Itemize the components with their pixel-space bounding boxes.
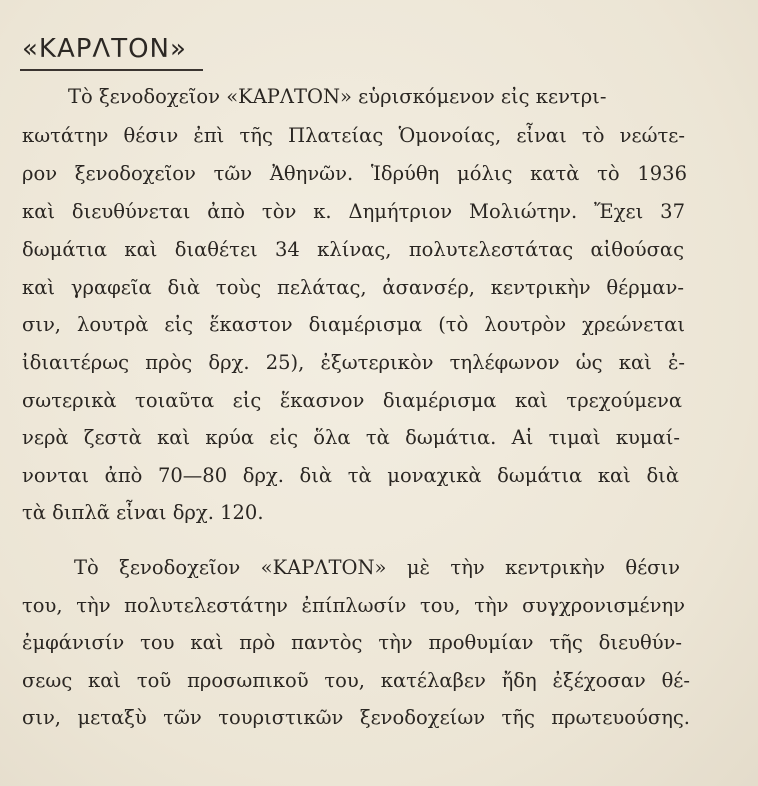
title-underline <box>20 69 203 71</box>
text-line: ρον ξενοδοχεῖον τῶν Ἀθηνῶν. Ἱδρύθη μόλις κατὰ τὸ 1936 <box>22 162 687 185</box>
text-line: Τὸ ξενοδοχεῖον «ΚΑΡΛΤΟΝ» εὑρισκόμενον εἰς κεντρι- <box>68 85 607 108</box>
text-line: νερὰ ζεστὰ καὶ κρύα εἰς ὅλα τὰ δωμάτια. Αἱ τιμαὶ κυμαί- <box>22 426 680 449</box>
text-line: κωτάτην θέσιν ἐπὶ τῆς Πλατείας Ὁμονοίας, εἶναι τὸ νεώτε- <box>22 124 685 147</box>
text-line: δωμάτια καὶ διαθέτει 34 κλίνας, πολυτελεστάτας αἰθούσας <box>22 238 684 261</box>
text-line: σεως καὶ τοῦ προσωπικοῦ του, κατέλαβεν ἤδη ἐξέχοσαν θέ- <box>22 669 690 692</box>
text-line: του, τὴν πολυτελεστάτην ἐπίπλωσίν του, τὴν συγχρονισμένην <box>22 594 685 617</box>
text-line: ἐμφάνισίν του καὶ πρὸ παντὸς τὴν προθυμίαν τῆς διευθύν- <box>22 631 682 654</box>
text-line: σιν, λουτρὰ εἰς ἕκαστον διαμέρισμα (τὸ λουτρὸν χρεώνεται <box>22 313 685 336</box>
text-line: καὶ γραφεῖα διὰ τοὺς πελάτας, ἀσανσέρ, κεντρικὴν θέρμαν- <box>22 276 684 299</box>
text-line: ἰδιαιτέρως πρὸς δρχ. 25), ἐξωτερικὸν τηλέφωνον ὡς καὶ ἐ- <box>22 351 685 374</box>
text-line: Τὸ ξενοδοχεῖον «ΚΑΡΛΤΟΝ» μὲ τὴν κεντρικὴν θέσιν <box>74 556 680 579</box>
text-line: καὶ διευθύνεται ἀπὸ τὸν κ. Δημήτριον Μολιώτην. Ἔχει 37 <box>22 200 685 223</box>
page-title: «ΚΑΡΛΤΟΝ» <box>22 34 187 64</box>
text-line: νονται ἀπὸ 70—80 δρχ. διὰ τὰ μοναχικὰ δωμάτια καὶ διὰ <box>22 464 679 487</box>
text-line: τὰ διπλᾶ εἶναι δρχ. 120. <box>22 501 264 524</box>
text-line: σωτερικὰ τοιαῦτα εἰς ἕκασνον διαμέρισμα καὶ τρεχούμενα <box>22 389 682 412</box>
text-line: σιν, μεταξὺ τῶν τουριστικῶν ξενοδοχείων τῆς πρωτευούσης. <box>22 706 690 729</box>
